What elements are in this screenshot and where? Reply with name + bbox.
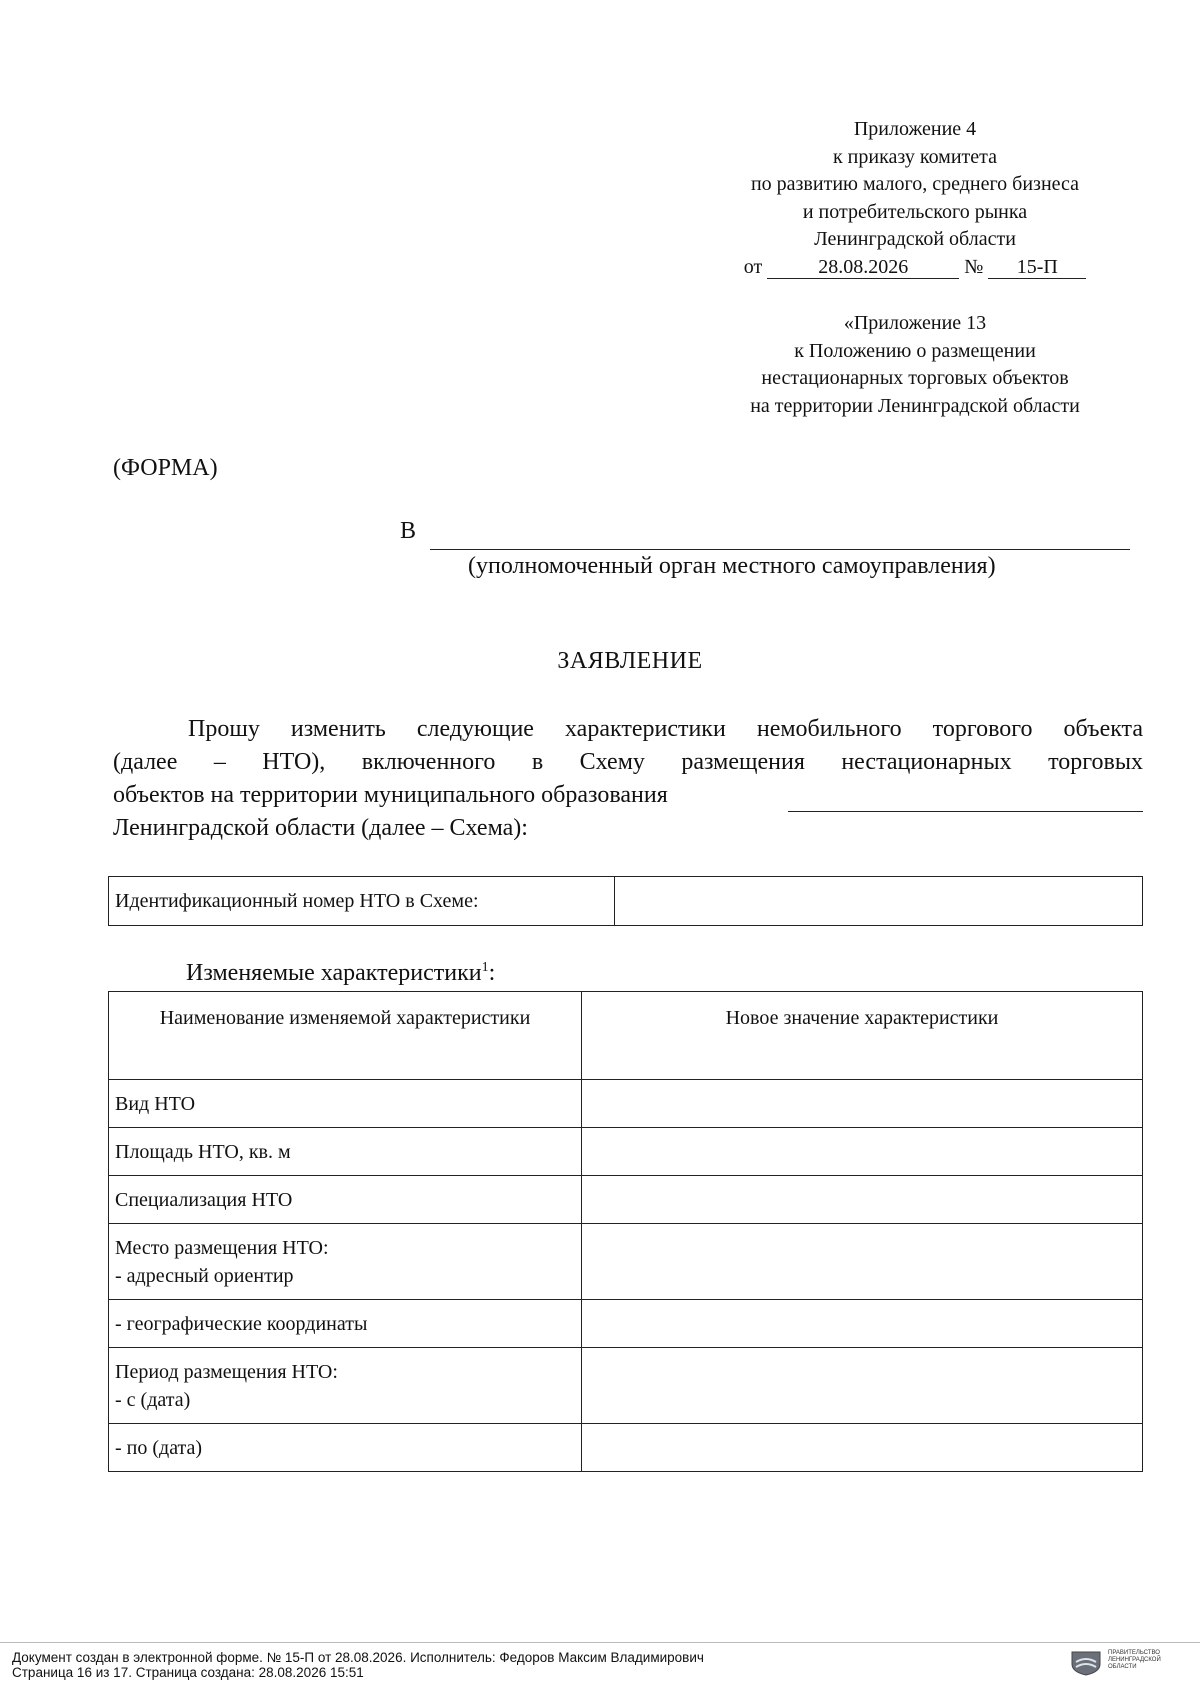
order-number: 15-П — [988, 256, 1086, 279]
paragraph-line: (далее – НТО), включенного в Схему размещения нестационарных торговых — [113, 749, 1143, 775]
table-header-row — [109, 992, 1143, 1080]
footer-divider — [0, 1642, 1200, 1643]
sub-header-line: нестационарных торговых объектов — [761, 367, 1069, 389]
government-logo — [1070, 1650, 1188, 1676]
sub-appendix-header — [700, 310, 1130, 420]
appendix-header-line: по развитию малого, среднего бизнеса — [750, 173, 1080, 195]
request-paragraph — [113, 713, 1143, 845]
date-prefix: от — [743, 255, 763, 278]
changes-title-text: Изменяемые характеристики — [186, 960, 482, 986]
order-date-number — [700, 254, 1130, 282]
footnote-marker: 1 — [481, 960, 489, 975]
id-value-cell[interactable] — [615, 877, 1143, 926]
table-row — [109, 1224, 1143, 1300]
addressee-prefix: В — [400, 518, 417, 544]
id-label: Идентификационный номер НТО в Схеме: — [109, 877, 615, 926]
id-table — [108, 876, 1143, 926]
row-label: - географические координаты — [109, 1300, 582, 1348]
table-row — [109, 1080, 1143, 1128]
row-label: Специализация НТО — [109, 1176, 582, 1224]
paragraph-line: Ленинградской области (далее – Схема): — [113, 815, 528, 841]
footer-line: Страница 16 из 17. Страница создана: 28.08.2026 15:51 — [12, 1665, 364, 1680]
changes-title-suffix: : — [488, 960, 496, 986]
appendix-header — [700, 116, 1130, 281]
table-row — [109, 1176, 1143, 1224]
logo-text: ПРАВИТЕЛЬСТВО ЛЕНИНГРАДСКОЙ ОБЛАСТИ — [1108, 1650, 1161, 1670]
row-label: Период размещения НТО: - с (дата) — [109, 1348, 582, 1424]
row-label: Вид НТО — [109, 1080, 582, 1128]
row-label: - по (дата) — [109, 1424, 582, 1472]
row-label: Площадь НТО, кв. м — [109, 1128, 582, 1176]
paragraph-line — [113, 779, 1143, 812]
paragraph-line: Прошу изменить следующие характеристики немобильного торгового объекта — [188, 716, 1143, 742]
sub-header-line: «Приложение 13 — [843, 312, 987, 334]
appendix-header-line: к приказу комитета — [832, 145, 998, 168]
coat-of-arms-icon — [1070, 1650, 1102, 1676]
paragraph-line-text: объектов на территории муниципального образования — [113, 782, 668, 808]
addressee-caption: (уполномоченный орган местного самоуправления) — [468, 553, 996, 579]
changes-table — [108, 991, 1143, 1472]
appendix-header-line: Ленинградской области — [814, 228, 1016, 250]
value-cell[interactable] — [582, 1348, 1143, 1424]
municipality-field[interactable] — [788, 785, 1143, 812]
addressee-field[interactable] — [430, 549, 1130, 550]
row-label: Место размещения НТО: - адресный ориентир — [109, 1224, 582, 1300]
footer-line: Документ создан в электронной форме. № 15-П от 28.08.2026. Исполнитель: Федоров Максим Владимирович — [12, 1650, 704, 1665]
document-title: ЗАЯВЛЕНИЕ — [557, 648, 703, 674]
value-cell[interactable] — [582, 1176, 1143, 1224]
form-label: (ФОРМА) — [113, 455, 218, 481]
table-row — [109, 1348, 1143, 1424]
value-cell[interactable] — [582, 1224, 1143, 1300]
appendix-header-line: и потребительского рынка — [802, 200, 1028, 223]
table-row — [109, 1300, 1143, 1348]
value-cell[interactable] — [582, 1080, 1143, 1128]
document-footer — [12, 1650, 704, 1680]
number-prefix: № — [964, 255, 984, 278]
value-cell[interactable] — [582, 1300, 1143, 1348]
appendix-header-line: Приложение 4 — [853, 118, 977, 140]
sub-header-line: к Положению о размещении — [794, 339, 1036, 362]
sub-header-line: на территории Ленинградской области — [750, 394, 1080, 417]
value-cell[interactable] — [582, 1128, 1143, 1176]
table-row — [109, 1128, 1143, 1176]
order-date: 28.08.2026 — [767, 256, 959, 279]
value-cell[interactable] — [582, 1424, 1143, 1472]
table-row — [109, 1424, 1143, 1472]
column-header: Наименование изменяемой характеристики — [109, 992, 582, 1080]
changes-title — [186, 960, 495, 987]
column-header: Новое значение характеристики — [582, 992, 1143, 1080]
